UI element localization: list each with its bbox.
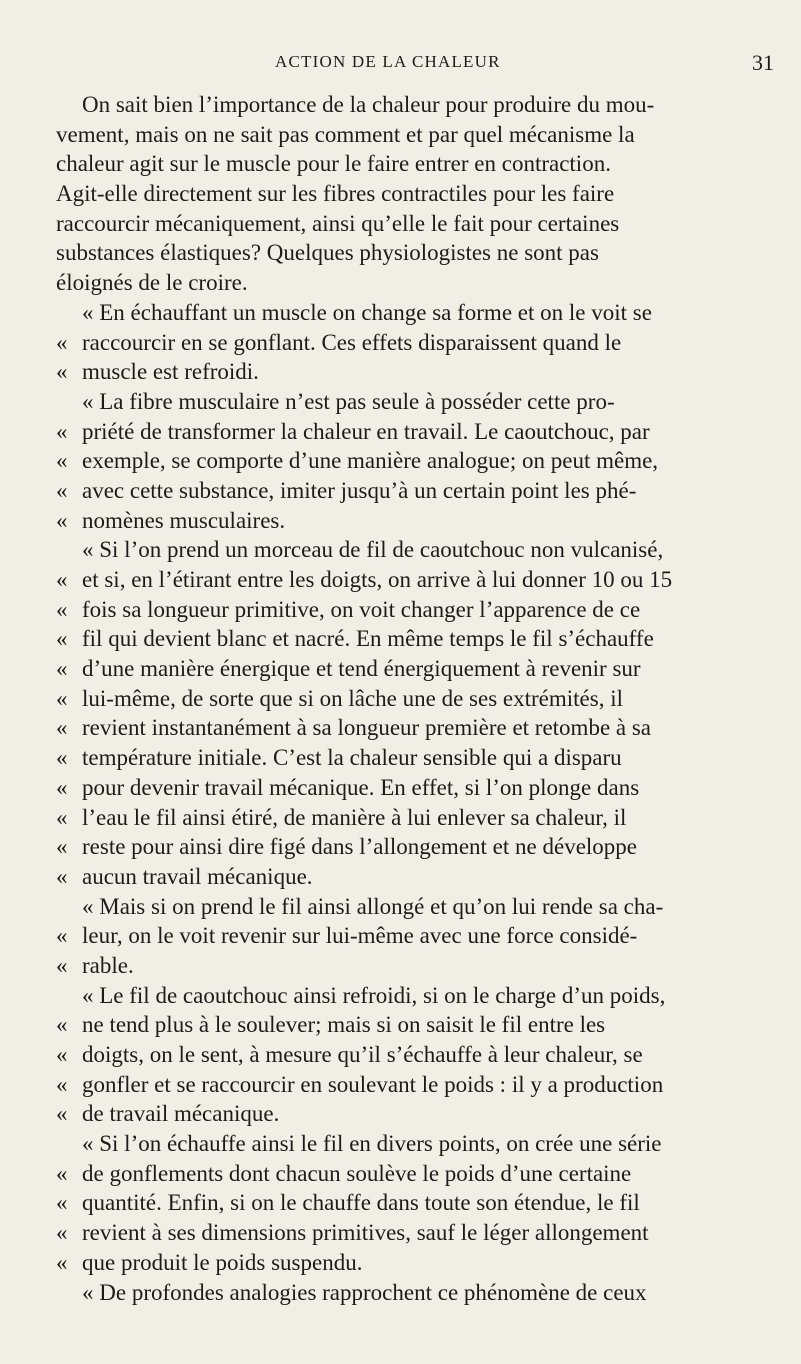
line-text: revient à ses dimensions primitives, sauf le léger allongement — [82, 1220, 649, 1246]
text-line — [56, 565, 796, 595]
quote-continuation-mark: « — [56, 359, 68, 385]
line-text: « La fibre musculaire n’est pas seule à posséder cette pro- — [82, 388, 615, 414]
quote-continuation-mark: « — [56, 1249, 68, 1275]
line-text: substances élastiques? Quelques physiologistes ne sont pas — [56, 240, 599, 266]
quote-continuation-mark: « — [56, 418, 68, 444]
line-text: aucun travail mécanique. — [82, 863, 313, 889]
text-line — [56, 1070, 796, 1100]
text-line — [56, 595, 796, 625]
quote-continuation-mark: « — [56, 774, 68, 800]
line-text: l’eau le fil ainsi étiré, de manière à lui enlever sa chaleur, il — [82, 804, 627, 830]
text-line — [56, 90, 796, 120]
quote-continuation-mark: « — [56, 952, 68, 978]
text-line — [56, 892, 796, 922]
quote-continuation-mark: « — [56, 507, 68, 533]
quote-continuation-mark: « — [56, 329, 68, 355]
line-text: de travail mécanique. — [82, 1101, 280, 1127]
quote-continuation-mark: « — [56, 656, 68, 682]
line-text: vement, mais on ne sait pas comment et par quel mécanisme la — [56, 121, 635, 147]
running-head — [0, 50, 801, 80]
line-text: fil qui devient blanc et nacré. En même temps le fil s’échauffe — [82, 626, 654, 652]
line-text: ne tend plus à le soulever; mais si on saisit le fil entre les — [82, 1012, 606, 1038]
quote-continuation-mark: « — [56, 834, 68, 860]
line-text: « Si l’on échauffe ainsi le fil en divers points, on crée une série — [82, 1131, 662, 1157]
text-line — [56, 209, 796, 239]
line-text: éloignés de le croire. — [56, 270, 248, 296]
line-text: « Mais si on prend le fil ainsi allongé et qu’on lui rende sa cha- — [82, 893, 664, 919]
line-text: quantité. Enfin, si on le chauffe dans toute son étendue, le fil — [82, 1190, 640, 1216]
body-text — [56, 90, 796, 1307]
line-text: « Si l’on prend un morceau de fil de caoutchouc non vulcanisé, — [82, 537, 664, 563]
quote-continuation-mark: « — [56, 1160, 68, 1186]
text-line — [56, 387, 796, 417]
text-line — [56, 624, 796, 654]
text-line — [56, 1248, 796, 1278]
quote-continuation-mark: « — [56, 863, 68, 889]
line-text: température initiale. C’est la chaleur sensible qui a disparu — [82, 745, 622, 771]
text-line — [56, 1278, 796, 1308]
text-line — [56, 1129, 796, 1159]
text-line — [56, 1218, 796, 1248]
quote-continuation-mark: « — [56, 448, 68, 474]
line-text: revient instantanément à sa longueur première et retombe à sa — [82, 715, 652, 741]
line-text: On sait bien l’importance de la chaleur pour produire du mou- — [82, 92, 655, 117]
quote-continuation-mark: « — [56, 1190, 68, 1216]
line-text: rable. — [82, 952, 134, 978]
quote-continuation-mark: « — [56, 626, 68, 652]
quote-continuation-mark: « — [56, 477, 68, 503]
quote-continuation-mark: « — [56, 1012, 68, 1038]
text-line — [56, 832, 796, 862]
quote-continuation-mark: « — [56, 923, 68, 949]
quote-continuation-mark: « — [56, 745, 68, 771]
text-line — [56, 298, 796, 328]
line-text: pour devenir travail mécanique. En effet, si l’on plonge dans — [82, 774, 640, 800]
text-line — [56, 417, 796, 447]
text-line — [56, 951, 796, 981]
line-text: doigts, on le sent, à mesure qu’il s’échauffe à leur chaleur, se — [82, 1042, 643, 1067]
text-line — [56, 357, 796, 387]
text-line — [56, 743, 796, 773]
text-line — [56, 149, 796, 179]
line-text: et si, en l’étirant entre les doigts, on arrive à lui donner 10 ou 15 — [82, 567, 673, 592]
line-text: avec cette substance, imiter jusqu’à un certain point les phé- — [82, 477, 637, 503]
quote-continuation-mark: « — [56, 567, 68, 592]
text-line — [56, 803, 796, 833]
line-text: raccourcir en se gonflant. Ces effets disparaissent quand le — [82, 329, 622, 355]
line-text: muscle est refroidi. — [82, 359, 259, 385]
text-line — [56, 684, 796, 714]
text-line — [56, 328, 796, 358]
quote-continuation-mark: « — [56, 1220, 68, 1246]
text-line — [56, 1099, 796, 1129]
text-line — [56, 1159, 796, 1189]
quote-continuation-mark: « — [56, 804, 68, 830]
line-text: raccourcir mécaniquement, ainsi qu’elle le fait pour certaines — [56, 210, 620, 236]
text-line — [56, 654, 796, 684]
line-text: lui-même, de sorte que si on lâche une de ses extrémités, il — [82, 685, 623, 711]
text-line — [56, 773, 796, 803]
quote-continuation-mark: « — [56, 685, 68, 711]
quote-continuation-mark: « — [56, 1101, 68, 1127]
text-line — [56, 921, 796, 951]
quote-continuation-mark: « — [56, 715, 68, 741]
line-text: que produit le poids suspendu. — [82, 1249, 363, 1275]
page-number: 31 — [752, 50, 774, 75]
text-line — [56, 713, 796, 743]
text-line — [56, 120, 796, 150]
text-line — [56, 446, 796, 476]
line-text: d’une manière énergique et tend énergiquement à revenir sur — [82, 656, 641, 682]
text-line — [56, 981, 796, 1011]
text-line — [56, 506, 796, 536]
text-line — [56, 476, 796, 506]
line-text: reste pour ainsi dire figé dans l’allongement et ne développe — [82, 834, 637, 860]
text-line — [56, 238, 796, 268]
text-line — [56, 1188, 796, 1218]
text-line — [56, 179, 796, 209]
line-text: « Le fil de caoutchouc ainsi refroidi, si on le charge d’un poids, — [82, 982, 666, 1008]
text-line — [56, 862, 796, 892]
line-text: leur, on le voit revenir sur lui-même avec une force considé- — [82, 923, 638, 949]
text-line — [56, 1010, 796, 1040]
text-line — [56, 1040, 796, 1070]
line-text: priété de transformer la chaleur en travail. Le caoutchouc, par — [82, 418, 650, 444]
line-text: « En échauffant un muscle on change sa forme et on le voit se — [82, 299, 652, 325]
line-text: exemple, se comporte d’une manière analogue; on peut même, — [82, 448, 659, 474]
text-line — [56, 535, 796, 565]
line-text: de gonflements dont chacun soulève le poids d’une certaine — [82, 1160, 632, 1186]
quote-continuation-mark: « — [56, 1071, 68, 1097]
quote-continuation-mark: « — [56, 1042, 68, 1067]
line-text: Agit-elle directement sur les fibres contractiles pour les faire — [56, 181, 615, 207]
line-text: fois sa longueur primitive, on voit changer l’apparence de ce — [82, 596, 641, 622]
line-text: nomènes musculaires. — [82, 507, 286, 533]
running-title: ACTION DE LA CHALEUR — [275, 52, 501, 71]
line-text: gonfler et se raccourcir en soulevant le poids : il y a production — [82, 1071, 664, 1097]
line-text: chaleur agit sur le muscle pour le faire entrer en contraction. — [56, 151, 611, 177]
line-text: « De profondes analogies rapprochent ce phénomène de ceux — [82, 1279, 647, 1305]
text-line — [56, 268, 796, 298]
quote-continuation-mark: « — [56, 596, 68, 622]
